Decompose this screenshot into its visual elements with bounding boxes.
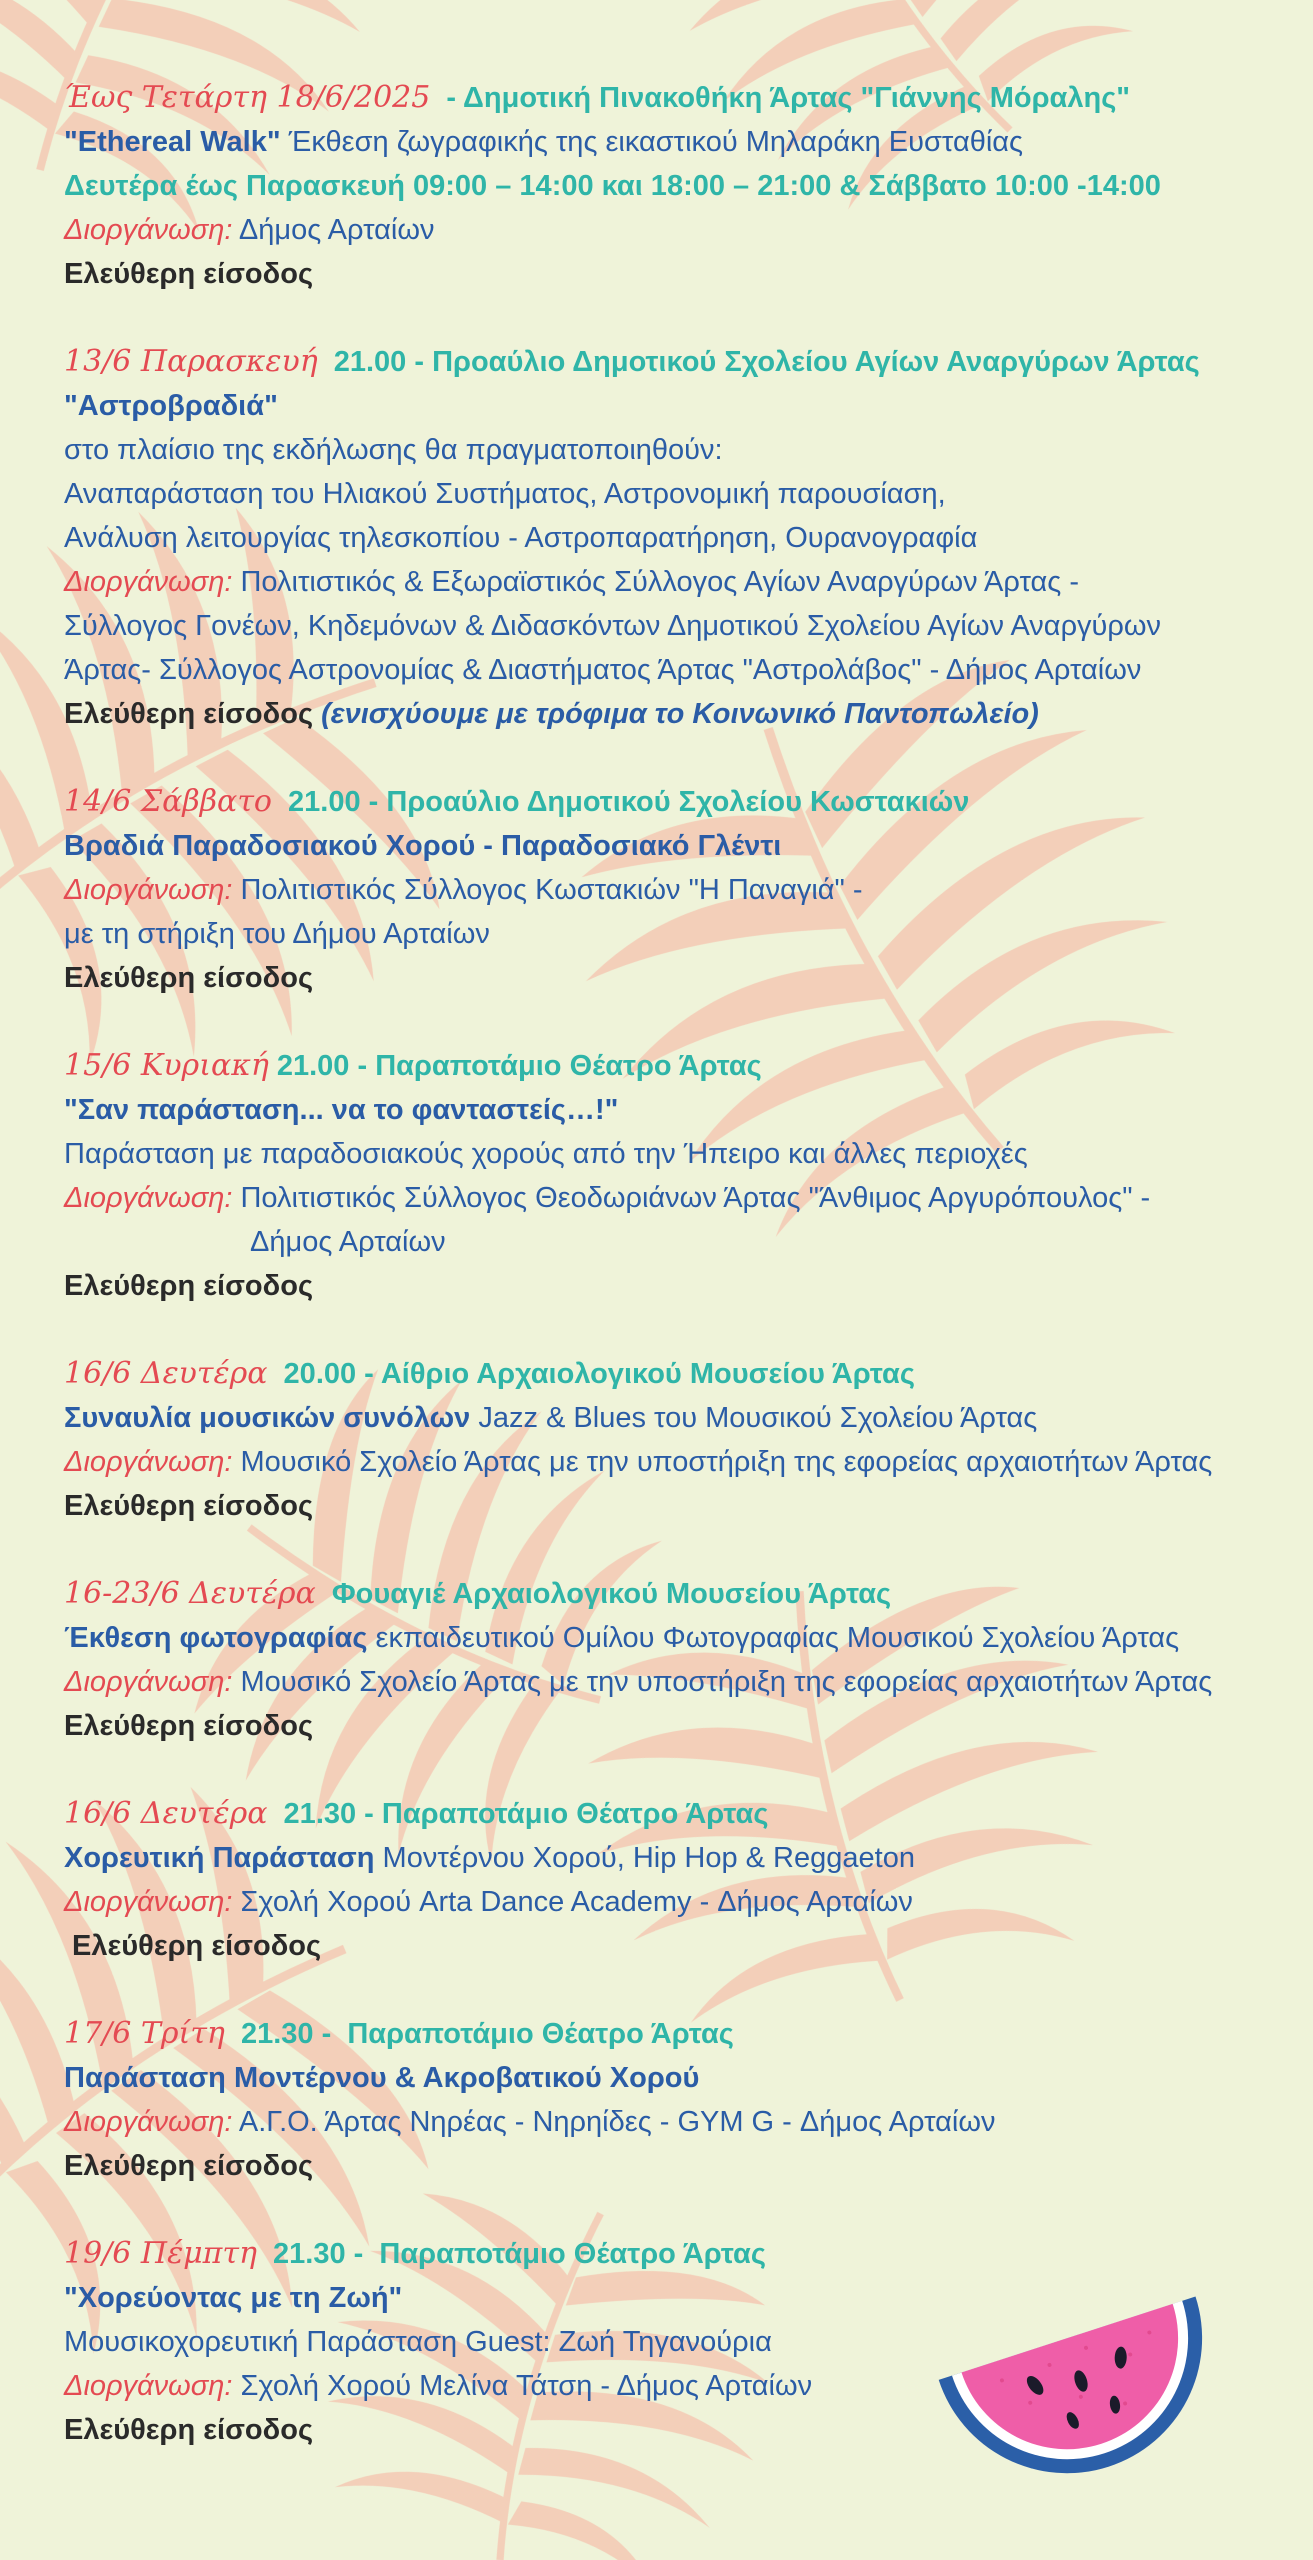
organizer-text: Σχολή Χορού Arta Dance Academy - Δήμος Αρταίων [232, 1886, 913, 1918]
event-venue: 21.30 - Παραποτάμιο Θέατρο Άρτας [232, 2018, 734, 2050]
free-entry: Ελεύθερη είσοδος [64, 1930, 322, 1962]
organizer-label: Διοργάνωση: [64, 1182, 233, 1214]
organizer-text: Πολιτιστικός Σύλλογος Κωστακιών "Η Παναγιά" - [232, 874, 863, 906]
event-date: 16-23/6 Δευτέρα [64, 1576, 316, 1611]
event-title: Χορευτική Παράσταση [64, 1842, 375, 1874]
event-description: στο πλαίσιο της εκδήλωσης θα πραγματοποιηθούν: [64, 434, 723, 466]
event-venue: 21.30 - Παραποτάμιο Θέατρο Άρτας [275, 1798, 769, 1830]
event-date: 16/6 Δευτέρα [64, 1356, 268, 1391]
event-subtitle: Έκθεση ζωγραφικής της εικαστικού Μηλαράκη Ευσταθίας [280, 126, 1024, 158]
organizer-label: Διοργάνωση: [64, 1666, 233, 1698]
event-title: Έκθεση φωτογραφίας [64, 1622, 368, 1654]
free-entry: Ελεύθερη είσοδος [64, 2150, 314, 2182]
event-title: "Χορεύοντας με τη Ζωή" [64, 2282, 403, 2314]
free-entry: Ελεύθερη είσοδος [64, 1270, 314, 1302]
event-item [64, 340, 1294, 736]
event-title: "Ethereal Walk" [64, 126, 281, 158]
event-subtitle: Μοντέρνου Χορού, Hip Hop & Reggaeton [374, 1842, 915, 1874]
free-entry: Ελεύθερη είσοδος [64, 698, 314, 730]
organizer-text: Σύλλογος Γονέων, Κηδεμόνων & Διδασκόντων Δημοτικού Σχολείου Αγίων Αναργύρων [64, 610, 1162, 642]
watermelon-icon [936, 2276, 1226, 2486]
event-description: Αναπαράσταση του Ηλιακού Συστήματος, Αστρονομική παρουσίαση, [64, 478, 946, 510]
event-title: Βραδιά Παραδοσιακού Χορού - Παραδοσιακό Γλέντι [64, 830, 782, 862]
event-venue: 20.00 - Αίθριο Αρχαιολογικού Μουσείου Άρτας [275, 1358, 915, 1390]
organizer-label: Διοργάνωση: [64, 214, 233, 246]
event-note: (ενισχύουμε με τρόφιμα το Κοινωνικό Παντοπωλείο) [313, 698, 1039, 730]
event-venue: - Δημοτική Πινακοθήκη Άρτας "Γιάννης Μόραλης" [438, 82, 1131, 114]
event-description: Παράσταση με παραδοσιακούς χορούς από την Ήπειρο και άλλες περιοχές [64, 1138, 1028, 1170]
event-item [64, 1792, 1294, 1968]
event-venue: Φουαγιέ Αρχαιολογικού Μουσείου Άρτας [323, 1578, 892, 1610]
free-entry: Ελεύθερη είσοδος [64, 258, 314, 290]
event-title: "Αστροβραδιά" [64, 390, 278, 422]
event-item [64, 2012, 1294, 2188]
organizer-label: Διοργάνωση: [64, 1446, 233, 1478]
organizer-text: Σχολή Χορού Μελίνα Τάτση - Δήμος Αρταίων [232, 2370, 813, 2402]
events-list [64, 76, 1294, 2452]
event-date: Έως Τετάρτη 18/6/2025 [64, 80, 431, 115]
organizer-text: Μουσικό Σχολείο Άρτας με την υποστήριξη της εφορείας αρχαιοτήτων Άρτας [232, 1666, 1213, 1698]
event-title: Συναυλία μουσικών συνόλων [64, 1402, 471, 1434]
event-subtitle: εκπαιδευτικού Ομίλου Φωτογραφίας Μουσικού Σχολείου Άρτας [367, 1622, 1180, 1654]
organizer-text: Πολιτιστικός Σύλλογος Θεοδωριάνων Άρτας "Άνθιμος Αργυρόπουλος" - [232, 1182, 1151, 1214]
event-item [64, 1352, 1294, 1528]
event-item [64, 1044, 1294, 1308]
event-date: 13/6 Παρασκευή [64, 344, 318, 379]
organizer-text: Α.Γ.Ο. Άρτας Νηρέας - Νηρηίδες - GYM G - Δήμος Αρταίων [232, 2106, 996, 2138]
event-date: 15/6 Κυριακή [64, 1048, 269, 1083]
organizer-text: Άρτας- Σύλλογος Αστρονομίας & Διαστήματος Άρτας "Αστρολάβος" - Δήμος Αρταίων [64, 654, 1142, 686]
event-venue: 21.00 - Προαύλιο Δημοτικού Σχολείου Κωστακιών [279, 786, 970, 818]
organizer-text: Δήμος Αρταίων [232, 214, 435, 246]
event-title: Παράσταση Μοντέρνου & Ακροβατικού Χορού [64, 2062, 700, 2094]
organizer-text: Μουσικό Σχολείο Άρτας με την υποστήριξη της εφορείας αρχαιοτήτων Άρτας [232, 1446, 1213, 1478]
event-date: 19/6 Πέμπτη [64, 2236, 257, 2271]
event-description: Μουσικοχορευτική Παράσταση Guest: Ζωή Τηγανούρια [64, 2326, 772, 2358]
organizer-text: με τη στήριξη του Δήμου Αρταίων [64, 918, 490, 950]
event-item [64, 76, 1294, 296]
event-venue: 21.00 - Προαύλιο Δημοτικού Σχολείου Αγίων Αναργύρων Άρτας [325, 346, 1200, 378]
organizer-label: Διοργάνωση: [64, 2106, 233, 2138]
event-venue: 21.30 - Παραποτάμιο Θέατρο Άρτας [264, 2238, 766, 2270]
organizer-text: Δήμος Αρταίων [250, 1226, 446, 1258]
organizer-label: Διοργάνωση: [64, 874, 233, 906]
event-hours: Δευτέρα έως Παρασκευή 09:00 – 14:00 και 18:00 – 21:00 & Σάββατο 10:00 -14:00 [64, 170, 1161, 202]
event-venue: 21.00 - Παραποτάμιο Θέατρο Άρτας [276, 1050, 762, 1082]
organizer-label: Διοργάνωση: [64, 1886, 233, 1918]
event-date: 16/6 Δευτέρα [64, 1796, 268, 1831]
free-entry: Ελεύθερη είσοδος [64, 1490, 314, 1522]
organizer-label: Διοργάνωση: [64, 566, 233, 598]
organizer-label: Διοργάνωση: [64, 2370, 233, 2402]
event-date: 17/6 Τρίτη [64, 2016, 225, 2051]
free-entry: Ελεύθερη είσοδος [64, 1710, 314, 1742]
event-item [64, 1572, 1294, 1748]
event-item [64, 780, 1294, 1000]
event-subtitle: Jazz & Blues του Μουσικού Σχολείου Άρτας [470, 1402, 1038, 1434]
free-entry: Ελεύθερη είσοδος [64, 2414, 314, 2446]
event-description: Ανάλυση λειτουργίας τηλεσκοπίου - Αστροπαρατήρηση, Ουρανογραφία [64, 522, 978, 554]
free-entry: Ελεύθερη είσοδος [64, 962, 314, 994]
organizer-text: Πολιτιστικός & Εξωραϊστικός Σύλλογος Αγίων Αναργύρων Άρτας - [232, 566, 1080, 598]
event-date: 14/6 Σάββατο [64, 784, 272, 819]
event-title: "Σαν παράσταση... να το φανταστείς…!" [64, 1094, 619, 1126]
